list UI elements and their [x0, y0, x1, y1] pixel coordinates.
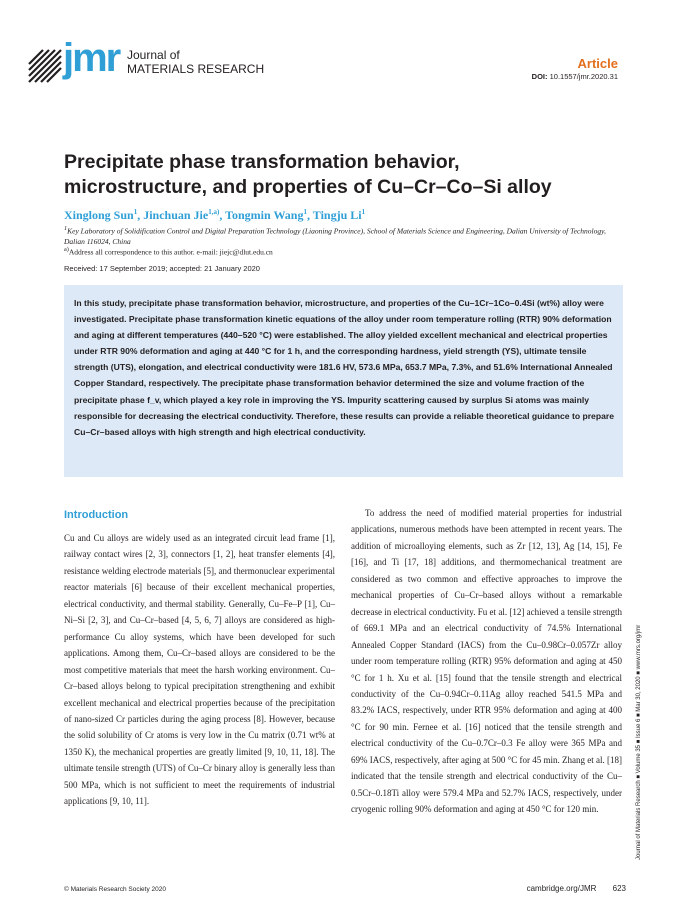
author-sup: 1 — [133, 208, 138, 216]
footer-site-link[interactable]: cambridge.org/JMR — [526, 884, 597, 893]
affiliation-sup: 1 — [64, 225, 68, 232]
journal-side-strip — [636, 600, 648, 860]
correspondence-text: Address all correspondence to this author. e-mail: jiejc@dlut.edu.cn — [68, 247, 273, 257]
author-name[interactable]: Xinglong Sun — [64, 208, 134, 222]
footer-right — [527, 884, 626, 893]
doi-link[interactable]: 10.1557/jmr.2020.31 — [549, 72, 618, 81]
journal-name-line2: MATERIALS RESEARCH — [127, 62, 265, 76]
author-sup: 1,a) — [208, 208, 220, 216]
article-type-label: Article — [577, 56, 618, 71]
intro-paragraph-1: Cu and Cu alloys are widely used as an integrated circuit lead frame [1], railway contact wires [2, 3], connectors [1, 2], heat transfer elements [4], resistance welding electrode materials [5], and thermonuclear experimental reactor materials [6] because of their excellent mechanical properties, electrical conductivity, and thermal stability. Generally, Cu–Fe–P [1], Cu–Ni–Si [2, 3], and Cu–Cr–based [4, 5, 6, 7] alloys are considered as high-performance Cu alloy systems, which have been developed for such applications. Among them, Cu–Cr–based alloys are considered to be the most competitive materials that meet the harsh working environment. Cu–Cr–based alloys belong to typical precipitation strengthening and exhibit excellent mechanical and electrical properties because of the precipitation of nano-sized Cr particles during the aging process [8]. However, because the solid solubility of Cr atoms is very low in the Cu matrix (0.71 wt% at 1350 K), the mechanical properties are greatly limited [9, 10, 11, 18]. The ultimate tensile strength (UTS) of Cu–Cr binary alloy is generally less than 500 MPa, which is not sufficient to meet the requirements of industrial applications [9, 10, 11]. — [64, 533, 335, 807]
footer-copyright: © Materials Research Society 2020 — [64, 886, 166, 893]
author-name[interactable]: Tingju Li — [312, 208, 362, 222]
abstract-text: In this study, precipitate phase transformation behavior, microstructure, and properties of the Cu–1Cr–1Co–0.4Si (wt%) alloy were investigated. Precipitate phase transformation kinetic equations of the alloy under room temperature rolling (RTR) 90% deformation and aging at different temperatures (440–520 °C) were established. The alloy yielded excellent mechanical and electrical properties under RTR 90% deformation and aging at 440 °C for 1 h, and the corresponding hardness, yield strength (YS), ultimate tensile strength (UTS), elongation, and electrical conductivity were 181.6 HV, 573.6 MPa, 653.7 MPa, 7.3%, and 51.6% International Annealed Copper Standard, respectively. The precipitate phase transformation behavior determined the size and volume fraction of the precipitate phase f_v, which played a key role in improving the YS. Impurity scattering caused by surplus Si atoms was mainly responsible for decreasing the electrical conductivity. Therefore, these results can provide a reliable theoretical guidance to prepare Cu–Cr–based alloys with high strength and high electrical conductivity. — [74, 298, 614, 437]
left-column — [64, 508, 335, 810]
author-name[interactable]: Jinchuan Jie — [143, 208, 209, 222]
intro-paragraph-2: To address the need of modified material properties for industrial applications, numerous methods have been attempted in recent years. The addition of microalloying elements, such as Zr [12, 13], Ag [14, 15], Fe [16], and Ti [17, 18] additions, and thermomechanical treatment are considered as two common and effective approaches to improve the mechanical properties of Cu–Cr–based alloys without a remarkable decrease in electrical conductivity. Fu et al. [12] achieved a tensile strength of 669.1 MPa and an electrical conductivity of 74.5% International Annealed Copper Standard (IACS) from the Cu–0.98Cr–0.057Zr alloy under room temperature rolling (RTR) 95% deformation and aging at 450 °C for 1 h. Xu et al. [15] found that the tensile strength and electrical conductivity of the Cu–0.94Cr–0.11Ag alloy reached 541.5 MPa and 83.2% IACS, respectively, under RTR 95% deformation and aging at 400 °C for 90 min. Fernee et al. [16] noticed that the tensile strength and electrical conductivity of the Cu–0.7Cr–0.3 Fe alloy were 365 MPa and 69% IACS, respectively, after aging at 500 °C for 45 min. Zhang et al. [18] indicated that the tensile strength and electrical conductivity of the Cu–0.5Cr–0.18Ti alloy were 579.4 MPa and 52.7% IACS, respectively, under cryogenic rolling 90% deformation and aging at 450 °C for 120 min. — [351, 508, 622, 815]
right-column — [351, 505, 622, 818]
correspondence-sup: a) — [64, 246, 69, 253]
title-line2: microstructure, and properties of Cu–Cr–Co–Si alloy — [64, 176, 552, 198]
correspondence — [64, 246, 624, 257]
abstract-box — [64, 285, 623, 477]
received-dates: Received: 17 September 2019; accepted: 21 January 2020 — [64, 264, 260, 273]
author-sup: 1 — [303, 208, 307, 216]
page-number: 623 — [612, 884, 626, 893]
doi — [532, 72, 618, 81]
article-title — [64, 150, 624, 200]
side-strip-text: Journal of Materials Research ■ Volume 35 ■ Issue 6 ■ Mar 30, 2020 ■ www.mrs.org/jmr — [636, 624, 642, 860]
journal-name-line1: Journal of — [127, 48, 180, 62]
stripes-logo-icon — [27, 44, 63, 84]
title-line1: Precipitate phase transformation behavior, — [64, 151, 460, 173]
section-heading-introduction: Introduction — [64, 509, 129, 521]
affiliation-text: Key Laboratory of Solidification Control and Digital Preparation Technology (Liaoning Province), School of Materials Science and Engineering, Dalian University of Technology, Dalian 116024, China — [64, 226, 606, 246]
author-list: Xinglong Sun$^1$, Jinchuan Jie$^{1,a)}$, Tongmin Wang$^1$, Tingju Li$^1$ — [64, 208, 366, 222]
author-name[interactable]: Tongmin Wang — [225, 208, 304, 222]
affiliation — [64, 224, 624, 248]
doi-label: DOI: — [531, 72, 548, 81]
author-sup: 1 — [361, 208, 366, 216]
journal-name — [127, 48, 264, 76]
jmr-logo-mark: jmr — [63, 36, 120, 80]
journal-logo — [27, 36, 267, 90]
